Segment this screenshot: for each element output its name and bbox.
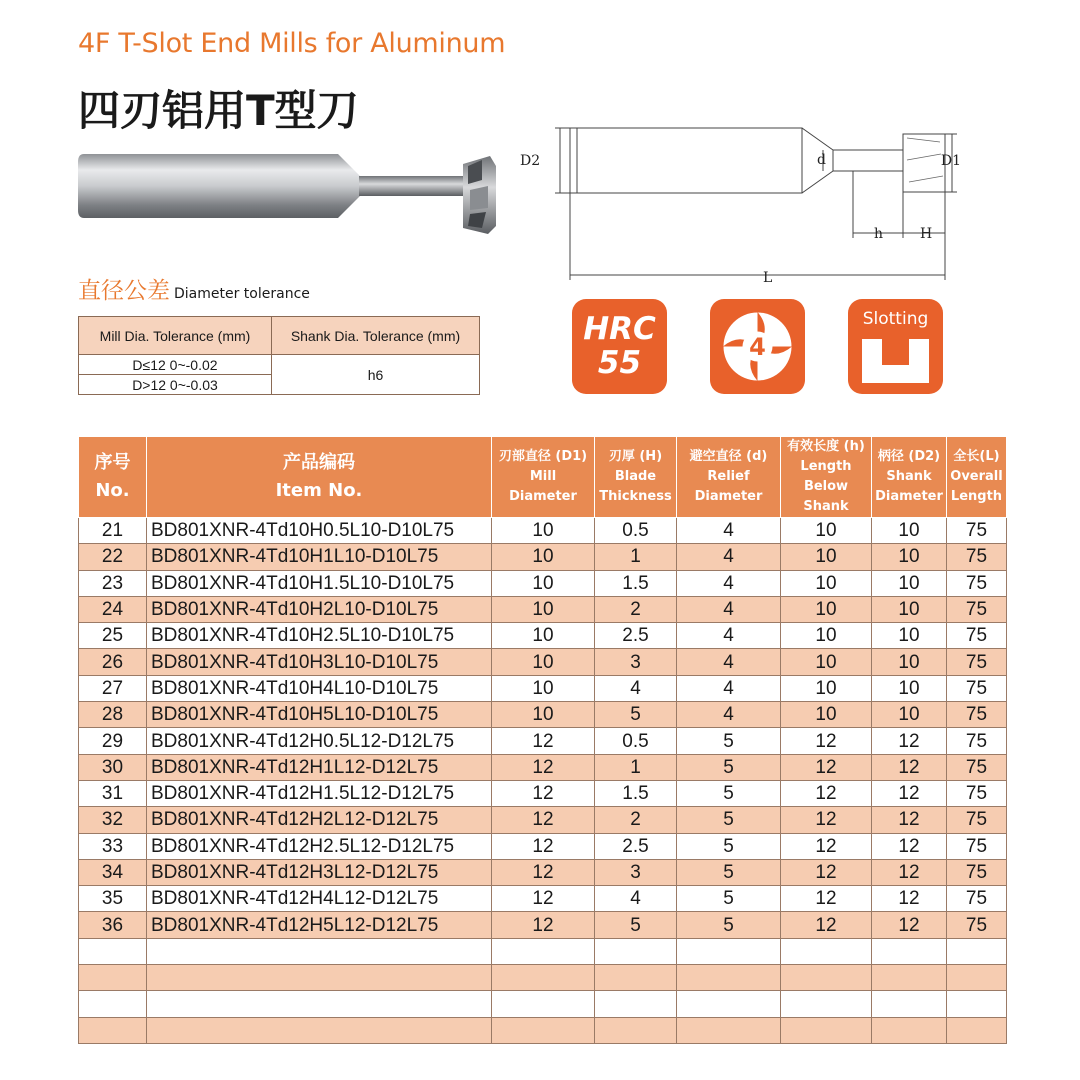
cell-relief-diameter: 5 (677, 728, 781, 754)
cell-overall-length: 75 (947, 623, 1007, 649)
cell-relief-diameter: 5 (677, 754, 781, 780)
cell-overall-length (947, 965, 1007, 991)
cell-mill-diameter (492, 938, 595, 964)
cell-relief-diameter: 4 (677, 649, 781, 675)
cell-shank-diameter (872, 991, 947, 1017)
cell-item-no: BD801XNR-4Td10H3L10-D10L75 (147, 649, 492, 675)
cell-blade-thickness: 0.5 (595, 518, 677, 544)
cell-blade-thickness: 2.5 (595, 623, 677, 649)
cell-no: 26 (79, 649, 147, 675)
cell-mill-diameter: 10 (492, 596, 595, 622)
tool-photo (78, 150, 498, 240)
cell-mill-diameter: 12 (492, 912, 595, 938)
cell-shank-diameter: 10 (872, 675, 947, 701)
label-d1: D1 (940, 153, 961, 169)
tolerance-heading-cn: 直径公差 (78, 278, 170, 304)
hrc-value: 55 (597, 345, 642, 381)
cell-length-below-shank: 10 (781, 570, 872, 596)
table-row (79, 886, 1007, 912)
cell-relief-diameter (677, 991, 781, 1017)
table-body (79, 518, 1007, 1044)
cell-item-no: BD801XNR-4Td12H1L12-D12L75 (147, 754, 492, 780)
table-row (79, 965, 1007, 991)
cell-overall-length: 75 (947, 886, 1007, 912)
shank-tolerance-value: h6 (272, 355, 480, 395)
cell-blade-thickness: 2.5 (595, 833, 677, 859)
cell-mill-diameter: 10 (492, 623, 595, 649)
mill-tolerance-row: D≤12 0~-0.02 (79, 355, 272, 375)
cell-blade-thickness: 3 (595, 859, 677, 885)
cell-overall-length: 75 (947, 754, 1007, 780)
cell-relief-diameter: 4 (677, 570, 781, 596)
cell-item-no: BD801XNR-4Td10H2.5L10-D10L75 (147, 623, 492, 649)
table-row (79, 807, 1007, 833)
cell-no: 35 (79, 886, 147, 912)
cell-no (79, 938, 147, 964)
cell-item-no: BD801XNR-4Td10H2L10-D10L75 (147, 596, 492, 622)
cell-item-no: BD801XNR-4Td12H5L12-D12L75 (147, 912, 492, 938)
cell-shank-diameter: 12 (872, 859, 947, 885)
cell-item-no: BD801XNR-4Td10H5L10-D10L75 (147, 702, 492, 728)
cell-mill-diameter: 10 (492, 649, 595, 675)
cell-relief-diameter: 5 (677, 912, 781, 938)
table-row (79, 859, 1007, 885)
cell-shank-diameter: 12 (872, 780, 947, 806)
cell-shank-diameter: 10 (872, 596, 947, 622)
table-row (79, 833, 1007, 859)
tolerance-heading-en: Diameter tolerance (174, 286, 310, 302)
cell-length-below-shank: 10 (781, 675, 872, 701)
cell-no: 31 (79, 780, 147, 806)
cell-shank-diameter: 12 (872, 886, 947, 912)
cell-overall-length: 75 (947, 859, 1007, 885)
shank-tolerance-header: Shank Dia. Tolerance (mm) (272, 317, 480, 355)
cell-mill-diameter: 10 (492, 544, 595, 570)
cell-length-below-shank (781, 938, 872, 964)
cell-item-no: BD801XNR-4Td10H1L10-D10L75 (147, 544, 492, 570)
cell-shank-diameter: 12 (872, 833, 947, 859)
cell-mill-diameter: 12 (492, 886, 595, 912)
table-row (79, 754, 1007, 780)
table-row (79, 780, 1007, 806)
cell-item-no (147, 991, 492, 1017)
table-row (79, 623, 1007, 649)
cell-blade-thickness (595, 938, 677, 964)
cell-no: 32 (79, 807, 147, 833)
mill-tolerance-header: Mill Dia. Tolerance (mm) (79, 317, 272, 355)
table-row (79, 912, 1007, 938)
cell-length-below-shank: 10 (781, 596, 872, 622)
table-row (79, 991, 1007, 1017)
cell-length-below-shank: 12 (781, 780, 872, 806)
cell-blade-thickness (595, 965, 677, 991)
cell-overall-length: 75 (947, 833, 1007, 859)
cell-blade-thickness: 4 (595, 675, 677, 701)
cell-relief-diameter (677, 938, 781, 964)
cell-shank-diameter: 10 (872, 570, 947, 596)
cell-overall-length (947, 1017, 1007, 1043)
label-h: h (874, 226, 884, 242)
cell-mill-diameter: 12 (492, 807, 595, 833)
cell-mill-diameter: 10 (492, 675, 595, 701)
cell-no: 36 (79, 912, 147, 938)
cell-length-below-shank: 10 (781, 518, 872, 544)
mill-tolerance-row: D>12 0~-0.03 (79, 375, 272, 395)
cell-length-below-shank: 12 (781, 754, 872, 780)
cell-item-no: BD801XNR-4Td12H3L12-D12L75 (147, 859, 492, 885)
cell-no: 24 (79, 596, 147, 622)
table-row (79, 596, 1007, 622)
label-L: L (763, 270, 773, 286)
cell-shank-diameter: 10 (872, 649, 947, 675)
table-row (79, 570, 1007, 596)
cell-overall-length: 75 (947, 702, 1007, 728)
cell-shank-diameter (872, 1017, 947, 1043)
cell-no (79, 991, 147, 1017)
cell-length-below-shank: 12 (781, 859, 872, 885)
cell-no (79, 965, 147, 991)
cell-overall-length: 75 (947, 570, 1007, 596)
table-header-row (79, 437, 1007, 518)
cell-no: 23 (79, 570, 147, 596)
cell-relief-diameter: 4 (677, 623, 781, 649)
cell-blade-thickness: 4 (595, 886, 677, 912)
header-no: 序号 No. (79, 437, 147, 518)
cell-overall-length: 75 (947, 675, 1007, 701)
hrc-label: HRC (583, 311, 656, 347)
cell-item-no (147, 1017, 492, 1043)
cell-overall-length: 75 (947, 728, 1007, 754)
cell-item-no (147, 965, 492, 991)
cell-relief-diameter: 5 (677, 833, 781, 859)
cell-item-no: BD801XNR-4Td12H4L12-D12L75 (147, 886, 492, 912)
cell-item-no (147, 938, 492, 964)
four-flute-badge (710, 299, 805, 394)
cell-blade-thickness: 5 (595, 912, 677, 938)
cell-mill-diameter: 12 (492, 780, 595, 806)
cell-blade-thickness: 3 (595, 649, 677, 675)
cell-item-no: BD801XNR-4Td10H1.5L10-D10L75 (147, 570, 492, 596)
cell-mill-diameter: 12 (492, 754, 595, 780)
header-overall-length: 全长(L) Overall Length (947, 437, 1007, 518)
slotting-badge (848, 299, 943, 394)
cell-shank-diameter (872, 938, 947, 964)
cell-blade-thickness: 1 (595, 544, 677, 570)
cell-overall-length: 75 (947, 780, 1007, 806)
cell-no: 27 (79, 675, 147, 701)
cell-no: 29 (79, 728, 147, 754)
cell-blade-thickness: 1.5 (595, 780, 677, 806)
table-row (79, 938, 1007, 964)
cell-relief-diameter: 5 (677, 807, 781, 833)
cell-shank-diameter: 10 (872, 623, 947, 649)
cell-item-no: BD801XNR-4Td10H0.5L10-D10L75 (147, 518, 492, 544)
slotting-label: Slotting (862, 309, 929, 329)
header-shank-diameter: 柄径 (D2) Shank Diameter (872, 437, 947, 518)
cell-item-no: BD801XNR-4Td12H2.5L12-D12L75 (147, 833, 492, 859)
cell-no: 33 (79, 833, 147, 859)
cell-item-no: BD801XNR-4Td12H2L12-D12L75 (147, 807, 492, 833)
table-row (79, 728, 1007, 754)
cell-relief-diameter: 4 (677, 702, 781, 728)
cell-mill-diameter: 12 (492, 728, 595, 754)
cell-overall-length: 75 (947, 649, 1007, 675)
cell-mill-diameter: 10 (492, 570, 595, 596)
cell-no: 34 (79, 859, 147, 885)
tolerance-heading (78, 272, 310, 305)
cell-length-below-shank: 12 (781, 833, 872, 859)
cell-blade-thickness: 2 (595, 807, 677, 833)
cell-overall-length: 75 (947, 518, 1007, 544)
cell-relief-diameter (677, 1017, 781, 1043)
cell-shank-diameter: 12 (872, 912, 947, 938)
table-row (79, 544, 1007, 570)
cell-item-no: BD801XNR-4Td12H0.5L12-D12L75 (147, 728, 492, 754)
cell-blade-thickness: 2 (595, 596, 677, 622)
cell-mill-diameter (492, 1017, 595, 1043)
cell-relief-diameter: 4 (677, 675, 781, 701)
title-chinese: 四刃铝用T型刀 (78, 86, 359, 135)
title-english: 4F T-Slot End Mills for Aluminum (78, 28, 506, 59)
cell-mill-diameter: 10 (492, 518, 595, 544)
slotting-icon (848, 299, 943, 394)
cell-shank-diameter: 10 (872, 702, 947, 728)
cell-length-below-shank: 10 (781, 702, 872, 728)
cell-blade-thickness: 0.5 (595, 728, 677, 754)
table-row (79, 649, 1007, 675)
cell-item-no: BD801XNR-4Td12H1.5L12-D12L75 (147, 780, 492, 806)
header-blade-thickness: 刃厚 (H) Blade Thickness (595, 437, 677, 518)
table-row (79, 1017, 1007, 1043)
cell-mill-diameter: 10 (492, 702, 595, 728)
cell-no: 22 (79, 544, 147, 570)
flute-count: 4 (749, 333, 766, 361)
cell-no (79, 1017, 147, 1043)
cell-length-below-shank (781, 965, 872, 991)
cell-overall-length: 75 (947, 807, 1007, 833)
cell-item-no: BD801XNR-4Td10H4L10-D10L75 (147, 675, 492, 701)
cell-relief-diameter: 5 (677, 780, 781, 806)
cell-blade-thickness: 1.5 (595, 570, 677, 596)
table-row (79, 675, 1007, 701)
cell-length-below-shank: 10 (781, 649, 872, 675)
cell-shank-diameter: 10 (872, 544, 947, 570)
header-length-below-shank: 有效长度 (h) Length Below Shank (781, 437, 872, 518)
table-row (79, 702, 1007, 728)
cell-overall-length (947, 938, 1007, 964)
cell-shank-diameter: 10 (872, 518, 947, 544)
cell-no: 21 (79, 518, 147, 544)
cell-mill-diameter (492, 965, 595, 991)
cell-relief-diameter: 5 (677, 859, 781, 885)
cell-overall-length: 75 (947, 912, 1007, 938)
technical-drawing (515, 120, 961, 290)
cell-relief-diameter: 5 (677, 886, 781, 912)
product-table (78, 436, 1007, 1044)
cell-no: 28 (79, 702, 147, 728)
cell-mill-diameter: 12 (492, 859, 595, 885)
cell-length-below-shank (781, 991, 872, 1017)
cell-mill-diameter: 12 (492, 833, 595, 859)
cell-blade-thickness: 1 (595, 754, 677, 780)
cell-blade-thickness (595, 1017, 677, 1043)
cell-length-below-shank: 10 (781, 623, 872, 649)
cell-no: 30 (79, 754, 147, 780)
cell-overall-length: 75 (947, 596, 1007, 622)
four-flute-icon (710, 299, 805, 394)
label-H: H (920, 226, 933, 242)
label-d2: D2 (520, 153, 541, 169)
hrc-badge (572, 299, 667, 394)
label-d: d (817, 152, 826, 168)
header-item-no: 产品编码 Item No. (147, 437, 492, 518)
cell-length-below-shank: 12 (781, 912, 872, 938)
table-row (79, 518, 1007, 544)
cell-relief-diameter: 4 (677, 544, 781, 570)
cell-relief-diameter (677, 965, 781, 991)
cell-shank-diameter: 12 (872, 728, 947, 754)
header-relief-diameter: 避空直径 (d) Relief Diameter (677, 437, 781, 518)
cell-overall-length (947, 991, 1007, 1017)
cell-overall-length: 75 (947, 544, 1007, 570)
cell-shank-diameter (872, 965, 947, 991)
cell-no: 25 (79, 623, 147, 649)
cell-relief-diameter: 4 (677, 596, 781, 622)
header-mill-diameter: 刃部直径 (D1) Mill Diameter (492, 437, 595, 518)
cell-length-below-shank: 12 (781, 886, 872, 912)
cell-length-below-shank: 10 (781, 544, 872, 570)
tolerance-table (78, 316, 480, 395)
cell-length-below-shank: 12 (781, 728, 872, 754)
cell-blade-thickness (595, 991, 677, 1017)
cell-length-below-shank (781, 1017, 872, 1043)
cell-mill-diameter (492, 991, 595, 1017)
cell-relief-diameter: 4 (677, 518, 781, 544)
cell-length-below-shank: 12 (781, 807, 872, 833)
cell-shank-diameter: 12 (872, 807, 947, 833)
cell-shank-diameter: 12 (872, 754, 947, 780)
cell-blade-thickness: 5 (595, 702, 677, 728)
